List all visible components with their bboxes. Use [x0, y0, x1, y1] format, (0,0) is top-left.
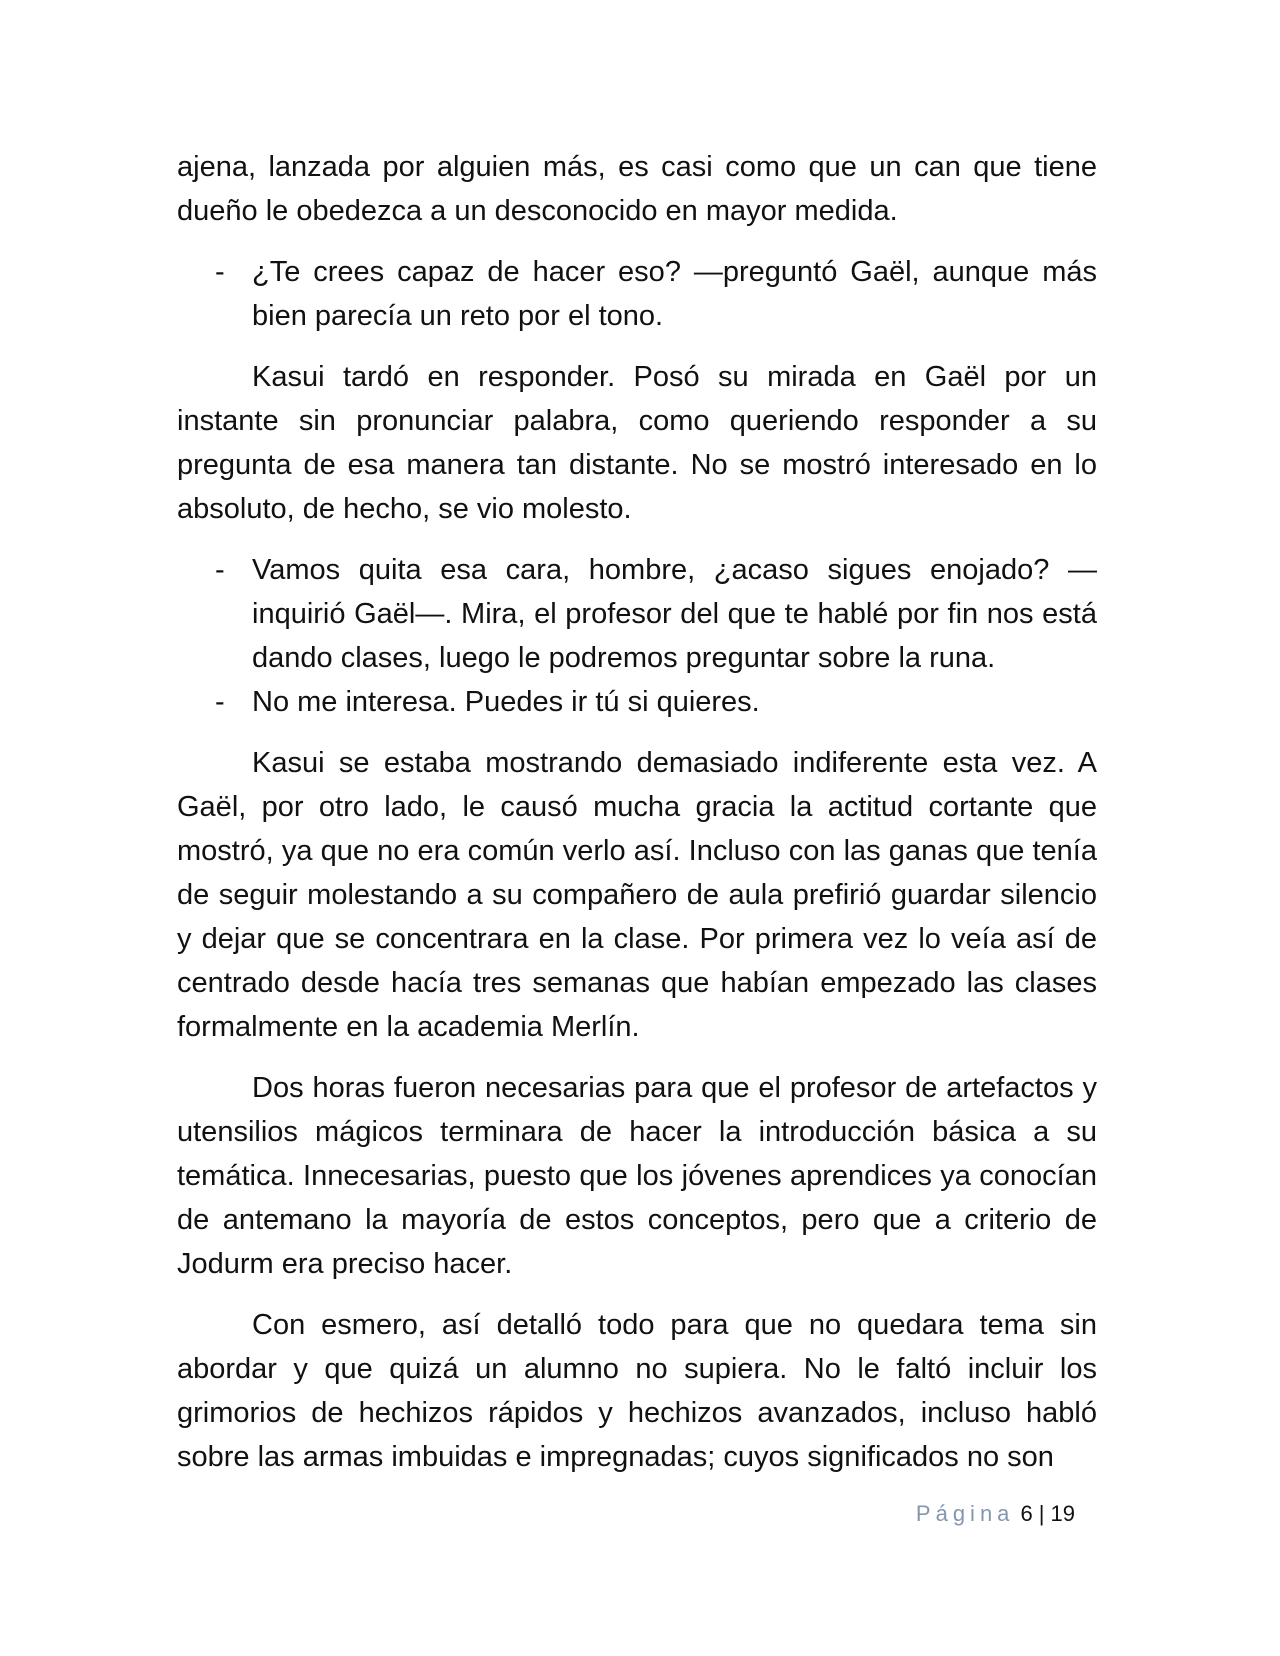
- page-body: [177, 145, 1097, 1496]
- dialogue-text: Vamos quita esa cara, hombre, ¿acaso sigues enojado? —inquirió Gaël—. Mira, el profesor del que te hablé por fin nos está dando clases, luego le podremos preguntar sobre la runa.: [252, 554, 1097, 674]
- page-number: 6: [1020, 1501, 1033, 1526]
- paragraph: Kasui tardó en responder. Posó su mirada en Gaël por un instante sin pronunciar palabra, como queriendo responder a su pregunta de esa manera tan distante. No se mostró interesado en lo absoluto, de hecho, se vio molesto.: [177, 361, 1097, 525]
- dialogue-dash: -: [215, 554, 225, 586]
- dialogue-block: [177, 548, 1097, 724]
- dialogue-line: [177, 548, 1097, 680]
- dialogue-line: [177, 250, 1097, 338]
- page-label: Página: [915, 1501, 1015, 1526]
- dialogue-block: [177, 250, 1097, 338]
- paragraph: Dos horas fueron necesarias para que el profesor de artefactos y utensilios mágicos terminara de hacer la introducción básica a su temática. Innecesarias, puesto que los jóvenes aprendices ya conocían de antemano la mayoría de estos conceptos, pero que a criterio de Jodurm era preciso hacer.: [177, 1072, 1097, 1280]
- paragraph: Kasui se estaba mostrando demasiado indiferente esta vez. A Gaël, por otro lado, le causó mucha gracia la actitud cortante que mostró, ya que no era común verlo así. Incluso con las ganas que tenía de seguir molestando a su compañero de aula prefirió guardar silencio y dejar que se concentrara en la clase. Por primera vez lo veía así de centrado desde hacía tres semanas que habían empezado las clases formalmente en la academia Merlín.: [177, 747, 1097, 1043]
- page-total: 19: [1050, 1501, 1075, 1526]
- paragraph: Con esmero, así detalló todo para que no quedara tema sin abordar y que quizá un alumno no supiera. No le faltó incluir los grimorios de hechizos rápidos y hechizos avanzados, incluso habló sobre las armas imbuidas e impregnadas; cuyos significados no son: [177, 1309, 1097, 1473]
- dialogue-dash: -: [215, 686, 225, 718]
- dialogue-text: No me interesa. Puedes ir tú si quieres.: [252, 686, 760, 718]
- dialogue-line: [177, 680, 1097, 724]
- dialogue-text: ¿Te crees capaz de hacer eso? —preguntó Gaël, aunque más bien parecía un reto por el tono.: [252, 256, 1097, 332]
- page-separator: |: [1038, 1501, 1045, 1526]
- page-footer: [916, 1500, 1075, 1528]
- dialogue-dash: -: [215, 256, 225, 288]
- paragraph: ajena, lanzada por alguien más, es casi como que un can que tiene dueño le obedezca a un desconocido en mayor medida.: [177, 151, 1097, 227]
